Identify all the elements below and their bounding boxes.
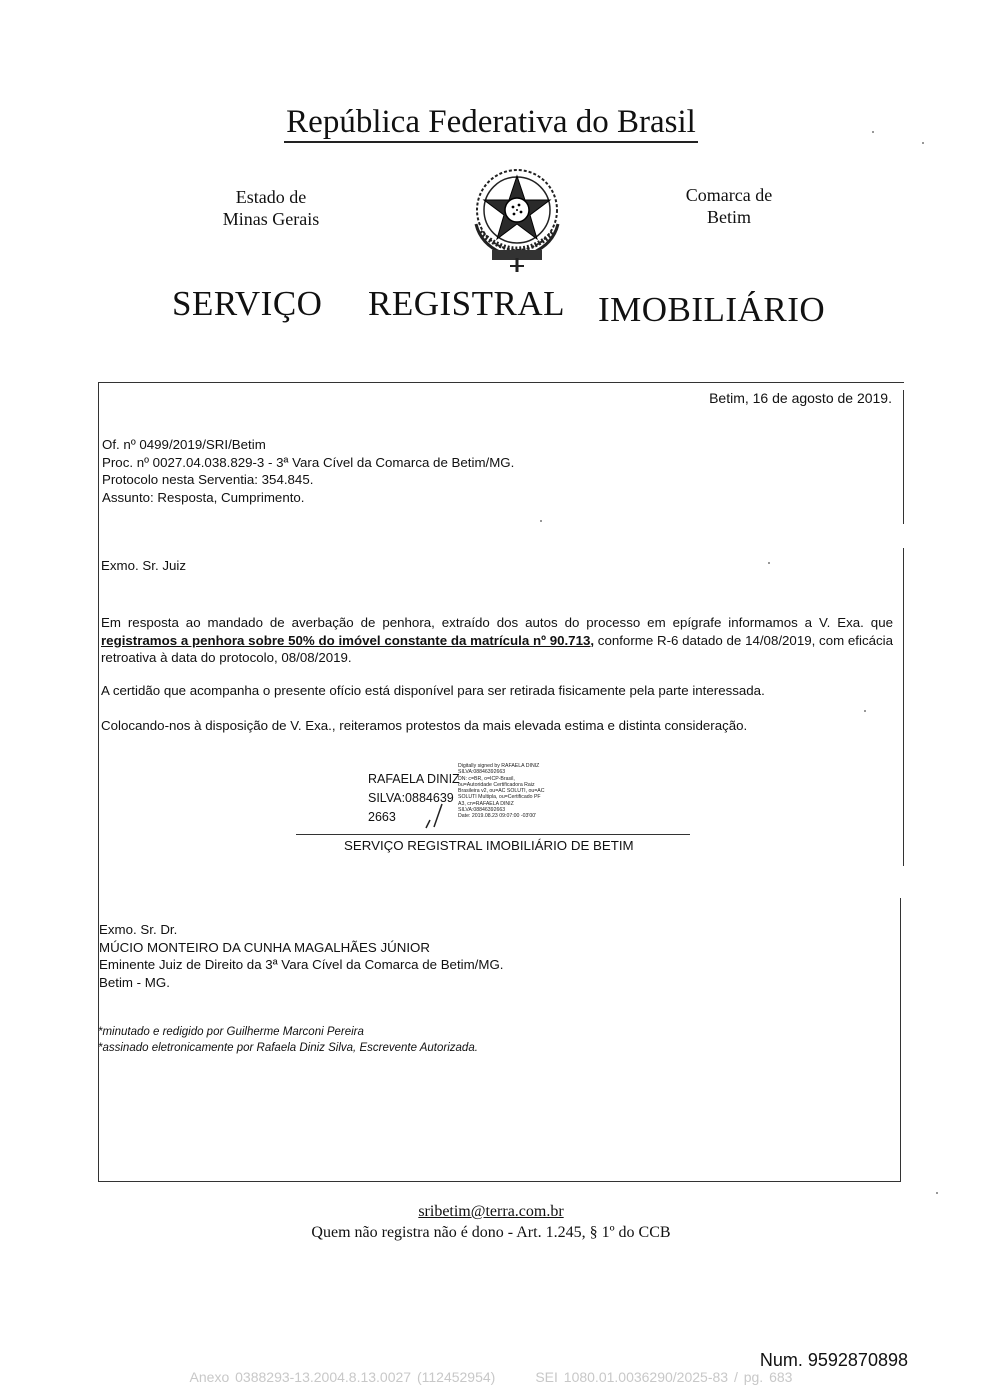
annex-reference: Anexo 0388293-13.2004.8.13.0027 (112452954): [189, 1369, 496, 1385]
service-word-2: REGISTRAL: [368, 284, 565, 323]
signature-name: RAFAELA DINIZ SILVA:0884639 2663: [368, 772, 460, 824]
recipient-city: Betim - MG.: [99, 974, 170, 990]
signature-certificate-details: Digitally signed by RAFAELA DINIZ SILVA:08846392663 DN: c=BR, o=ICP-Brasil, ou=Autoridade Certificadora Raiz Brasileira v2, ou=AC SOLUTI, ou=AC SOLUTI Multipla, ou=Certificado PF A3, cn=RAFAELA DINIZ SILVA:08846392663 Date: 2019.08.23 09:07:00 -03'00': [458, 763, 545, 820]
recipient-role: Eminente Juiz de Direito da 3ª Vara Cível da Comarca de Betim/MG.: [99, 957, 504, 972]
footer-motto: Quem não registra não é dono - Art. 1.245, § 1º do CCB: [311, 1224, 671, 1241]
document-number: Num. 9592870898: [759, 1350, 908, 1370]
service-word-3: IMOBILIÁRIO: [598, 290, 826, 329]
document-title: República Federativa do Brasil: [0, 104, 982, 141]
scan-speck: [922, 142, 924, 144]
signature-office: SERVIÇO REGISTRAL IMOBILIÁRIO DE BETIM: [344, 838, 634, 853]
scan-speck: [768, 562, 770, 564]
recipient-name: MÚCIO MONTEIRO DA CUNHA MAGALHÃES JÚNIOR: [99, 939, 430, 955]
frame-right-line-upper: [903, 390, 904, 524]
scan-speck: [936, 1192, 938, 1194]
county-label: Comarca de Betim: [685, 185, 773, 227]
letter-date: Betim, 16 de agosto de 2019.: [709, 390, 892, 406]
ref-office: Of. nº 0499/2019/SRI/Betim: [102, 437, 266, 452]
note-signed-by: *assinado eletronicamente por Rafaela Diniz Silva, Escrevente Autorizada.: [98, 1042, 478, 1054]
paragraph-response: Em resposta ao mandado de averbação de penhora, extraído dos autos do processo em epígrafe informamos a V. Exa. que registramos a penhora sobre 50% do imóvel constante da matrícula nº 90.713, conforme R-6 datado de 14/08/2019, com eficácia retroativa à data do protocolo, 08/08/2019.: [101, 615, 893, 665]
frame-left-line: [98, 382, 99, 1182]
ref-protocol: Protocolo nesta Serventia: 354.845.: [102, 472, 314, 487]
drafting-notes: [98, 1024, 478, 1056]
service-word-1: SERVIÇO: [172, 284, 323, 323]
recipient-title: Exmo. Sr. Dr.: [99, 922, 178, 937]
state-label: Estado de Minas Gerais: [222, 187, 320, 229]
registration-highlight: registramos a penhora sobre 50% do imóvel constante da matrícula nº 90.713,: [101, 632, 595, 648]
paragraph-closing: Colocando-nos à disposição de V. Exa., reiteramos protestos da mais elevada estima e distinta consideração.: [101, 718, 748, 733]
footer-watermark: [0, 1369, 982, 1385]
scan-speck: [540, 520, 542, 522]
note-drafted-by: *minutado e redigido por Guilherme Marconi Pereira: [98, 1026, 364, 1038]
paragraph-certificate: A certidão que acompanha o presente ofício está disponível para ser retirada fisicamente pela parte interessada.: [101, 683, 765, 698]
coat-of-arms-icon: [462, 162, 572, 274]
ref-subject: Assunto: Resposta, Cumprimento.: [102, 489, 305, 505]
ref-process: Proc. nº 0027.04.038.829-3 - 3ª Vara Cível da Comarca de Betim/MG.: [102, 454, 515, 470]
signature-line: [296, 834, 690, 835]
frame-right-line-middle: [903, 548, 904, 866]
scan-speck: [864, 710, 866, 712]
letter-salutation: Exmo. Sr. Juiz: [101, 558, 186, 573]
recipient-block: [99, 921, 504, 991]
letter-references: [102, 436, 514, 506]
frame-top-line: [98, 382, 904, 383]
frame-bottom-line: [98, 1181, 901, 1182]
scan-speck: [872, 131, 874, 133]
sei-reference: SEI 1080.01.0036290/2025-83 / pg. 683: [535, 1369, 793, 1385]
frame-right-line-lower: [900, 898, 901, 1182]
signature-stroke-icon: [422, 800, 452, 835]
contact-email: sribetim@terra.com.br: [418, 1203, 564, 1220]
